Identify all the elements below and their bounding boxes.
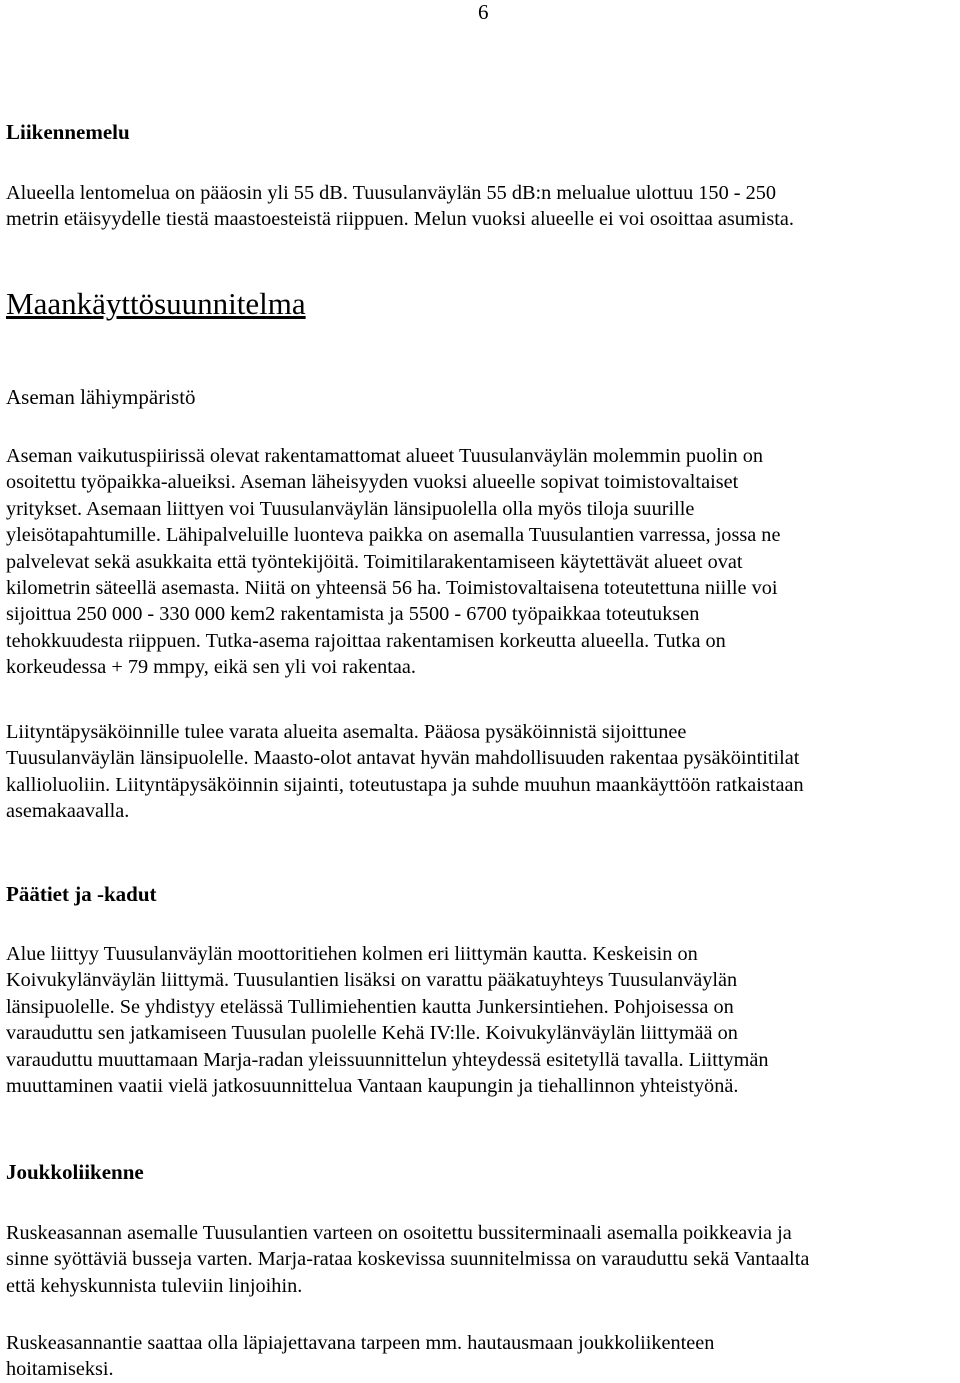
text-line: varauduttu sen jatkamiseen Tuusulan puolelle Kehä IV:lle. Koivukylänväylän liittymää on [6, 1022, 738, 1045]
text-line: osoitettu työpaikka-alueiksi. Aseman läheisyyden vuoksi alueelle sopivat toimistovaltaiset [6, 471, 739, 494]
text-line: varauduttu muuttamaan Marja-radan yleissuunnittelun yhteydessä esitetyllä tavalla. Liittymän [6, 1048, 769, 1071]
page-number: 6 [478, 0, 489, 24]
text-line: palvelevat sekä asukkaita että työntekijöitä. Toimitilarakentamiseen käytettävät alueet ovat [6, 550, 743, 573]
text-line: metrin etäisyydelle tiestä maastoesteistä riippuen. Melun vuoksi alueelle ei voi osoittaa asumista. [6, 208, 794, 231]
text-line: Aseman vaikutuspiirissä olevat rakentamattomat alueet Tuusulanväylän molemmin puolin on [6, 445, 764, 467]
text-line: Koivukylänväylän liittymä. Tuusulantien lisäksi on varattu pääkatuyhteys Tuusulanväylän [6, 969, 738, 992]
text-line: että kehyskunnista tuleviin linjoihin. [6, 1274, 303, 1297]
heading-paatiet-ja-kadut: Päätiet ja -kadut [6, 882, 157, 906]
text-line: Tuusulanväylän länsipuolelle. Maasto-olot antavat hyvän mahdollisuuden rakentaa pysäköintitilat [6, 747, 800, 770]
paragraph-liityntapysakointi [6, 719, 956, 825]
heading-liikennemelu: Liikennemelu [6, 120, 130, 144]
text-line: tehokkuudesta riippuen. Tutka-asema rajoittaa rakentamisen korkeutta alueella. Tutka on [6, 629, 726, 652]
paragraph-joukkoliikenne [6, 1220, 956, 1299]
text-line: yritykset. Asemaan liittyen voi Tuusulanväylän länsipuolella olla myös tiloja suurille [6, 497, 695, 520]
text-line: muuttaminen vaatii vielä jatkosuunnittelua Vantaan kaupungin ja tiehallinnon yhteistyönä. [6, 1075, 739, 1098]
text-line: Ruskeasannantie saattaa olla läpiajettavana tarpeen mm. hautausmaan joukkoliikenteen [6, 1332, 715, 1354]
text-line: kilometrin säteellä asemasta. Niitä on yhteensä 56 ha. Toimistovaltaisena toteutettuna niille voi [6, 577, 778, 600]
text-line: hoitamiseksi. [6, 1358, 114, 1381]
text-line: sijoittua 250 000 - 330 000 kem2 rakentamista ja 5500 - 6700 työpaikkaa toteutuksen [6, 603, 700, 626]
paragraph-aseman-lahiymparisto [6, 443, 956, 681]
text-line: Alue liittyy Tuusulanväylän moottoritiehen kolmen eri liittymän kautta. Keskeisin on [6, 943, 698, 965]
text-line: sinne syöttäviä busseja varten. Marja-rataa koskevissa suunnitelmissa on varauduttu sekä Vantaalta [6, 1248, 810, 1271]
paragraph-paatiet [6, 941, 956, 1099]
subheading-aseman-lahiymparisto: Aseman lähiympäristö [6, 385, 196, 409]
heading-joukkoliikenne: Joukkoliikenne [6, 1160, 144, 1184]
text-line: Alueella lentomelua on pääosin yli 55 dB. Tuusulanväylän 55 dB:n melualue ulottuu 150 - 250 [6, 182, 777, 204]
text-line: yleisötapahtumille. Lähipalveluille luonteva paikka on asemalla Tuusulantien varressa, jossa ne [6, 524, 781, 547]
text-line: korkeudessa + 79 mmpy, eikä sen yli voi rakentaa. [6, 656, 417, 679]
paragraph-liikennemelu [6, 180, 956, 233]
text-line: Ruskeasannan asemalle Tuusulantien varteen on osoitettu bussiterminaali asemalla poikkeavia ja [6, 1222, 792, 1244]
text-line: länsipuolelle. Se yhdistyy etelässä Tullimiehentien kautta Junkersintiehen. Pohjoisessa on [6, 995, 734, 1018]
text-line: kallioluoliin. Liityntäpysäköinnin sijainti, toteutustapa ja suhde muuhun maankäyttöön ratkaistaan [6, 773, 804, 796]
text-line: Liityntäpysäköinnille tulee varata alueita asemalta. Pääosa pysäköinnistä sijoittunee [6, 721, 687, 743]
text-line: asemakaavalla. [6, 800, 130, 823]
paragraph-ruskeasannantie [6, 1330, 956, 1383]
heading-maankayttosuunnitelma: Maankäyttösuunnitelma [6, 286, 306, 321]
